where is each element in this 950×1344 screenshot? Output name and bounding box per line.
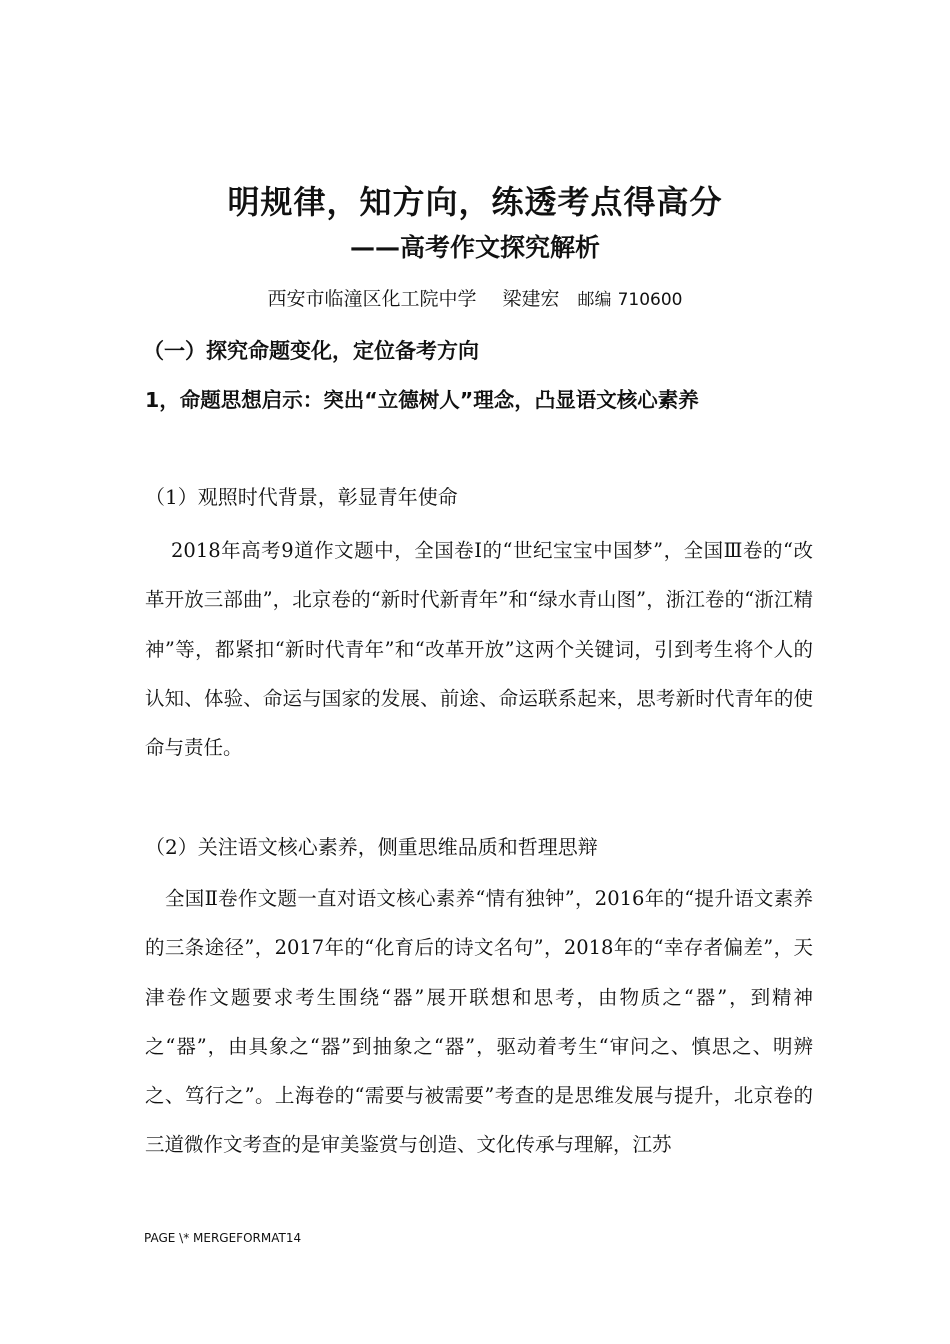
postal-label: 邮编 [577, 290, 612, 310]
point-1-paragraph: 2018年高考9道作文题中，全国卷Ⅰ的“世纪宝宝中国梦”，全国Ⅲ卷的“改革开放三部曲”，北京卷的“新时代新青年”和“绿水青山图”，浙江卷的“浙江精神”等，都紧扣“新时代青年”和“改革开放”这两个关键词，引到考生将个人的认知、体验、命运与国家的发展、前途、命运联系起来，思考新时代青年的使命与责任。 [145, 539, 813, 760]
point-1-heading: （1）观照时代背景，彰显青年使命 [145, 485, 458, 509]
point-2-heading: （2）关注语文核心素养，侧重思维品质和哲理思辩 [145, 835, 598, 859]
section-heading: （一）探究命题变化，定位备考方向 [143, 339, 479, 363]
postal-code: 710600 [617, 290, 683, 310]
author-name: 梁建宏 [502, 288, 560, 310]
author-school: 西安市临潼区化工院中学 [267, 288, 477, 310]
page-footer-field: PAGE \* MERGEFORMAT14 [144, 1231, 302, 1245]
document-title: 明规律，知方向，练透考点得高分 [227, 183, 723, 221]
subsection-heading: 1，命题思想启示：突出“立德树人”理念，凸显语文核心素养 [145, 388, 699, 412]
document-subtitle: ——高考作文探究解析 [349, 233, 600, 262]
author-line [0, 284, 950, 315]
point-2-paragraph: 全国Ⅱ卷作文题一直对语文核心素养“情有独钟”，2016年的“提升语文素养的三条途径”，2017年的“化育后的诗文名句”，2018年的“幸存者偏差”，天津卷作文题要求考生围绕“器”展开联想和思考，由物质之“器”，到精神之“器”，由具象之“器”到抽象之“器”，驱动着考生“审问之、慎思之、明辨之、笃行之”。上海卷的“需要与被需要”考查的是思维发展与提升，北京卷的三道微作文考查的是审美鉴赏与创造、文化传承与理解，江苏 [145, 887, 813, 1157]
